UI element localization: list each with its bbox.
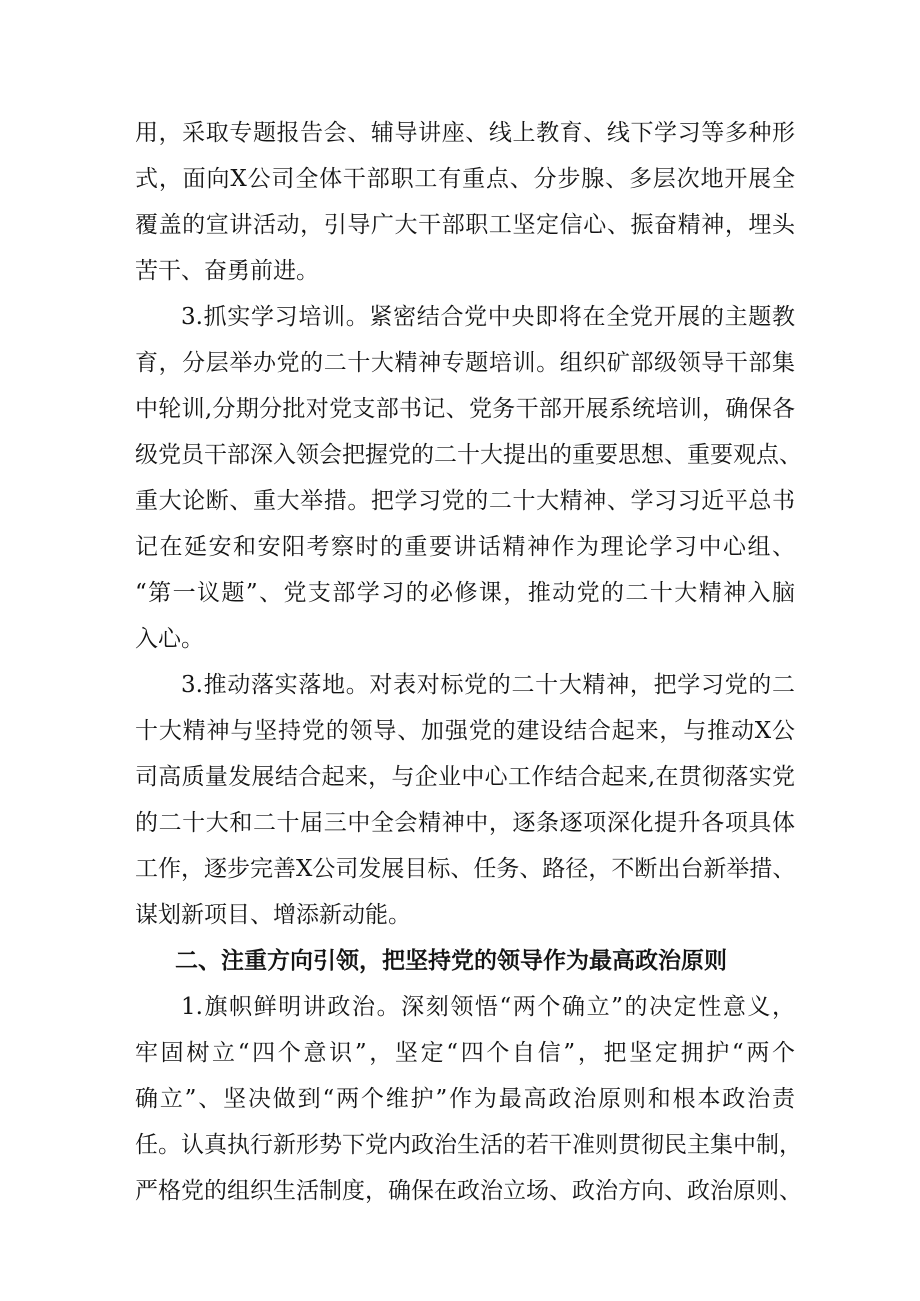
text-line: 覆盖的宣讲活动，引导广大干部职工坚定信心、振奋精神，埋头 (135, 212, 795, 238)
text-line: 十大精神与坚持党的领导、加强党的建设结合起来，与推动X公 (135, 718, 795, 744)
text-line: 的二十大和二十届三中全会精神中，逐条逐项深化提升各项具体 (135, 810, 795, 836)
text-line: 牢固树立“四个意识”，坚定“四个自信”，把坚定拥护“两个 (135, 1040, 795, 1066)
text-line: 记在延安和安阳考察时的重要讲话精神作为理论学习中心组、 (135, 534, 795, 560)
text-line: 任。认真执行新形势下党内政治生活的若干准则贯彻民主集中制， (135, 1132, 802, 1158)
text-line: 司高质量发展结合起来，与企业中心工作结合起来,在贯彻落实党 (135, 764, 795, 790)
text-line: 3.推动落实落地。对表对标党的二十大精神，把学习党的二 (181, 672, 795, 698)
text-line: 重大论断、重大举措。把学习党的二十大精神、学习习近平总书 (135, 488, 795, 514)
text-line: 谋划新项目、增添新动能。 (135, 902, 411, 928)
text-line: 育，分层举办党的二十大精神专题培训。组织矿部级领导干部集 (135, 350, 795, 376)
text-line: 用，采取专题报告会、辅导讲座、线上教育、线下学习等多种形 (135, 120, 795, 146)
text-line: 3.抓实学习培训。紧密结合党中央即将在全党开展的主题教 (181, 304, 795, 330)
text-line: 工作，逐步完善X公司发展目标、任务、路径，不断出台新举措、 (135, 856, 796, 882)
text-line: 式，面向X公司全体干部职工有重点、分步腺、多层次地开展全 (135, 166, 795, 192)
text-line: 入心。 (135, 626, 204, 652)
text-line: 苦干、奋勇前进。 (135, 258, 319, 284)
text-line: 严格党的组织生活制度，确保在政治立场、政治方向、政治原则、 (135, 1178, 802, 1204)
text-line: 1.旗帜鲜明讲政治。深刻领悟“两个确立”的决定性意义， (181, 994, 795, 1020)
section-heading: 二、注重方向引领，把坚持党的领导作为最高政治原则 (175, 948, 727, 974)
text-line: “第一议题”、党支部学习的必修课，推动党的二十大精神入脑 (135, 580, 795, 606)
text-line: 中轮训,分期分批对党支部书记、党务干部开展系统培训，确保各 (135, 396, 795, 422)
text-line: 确立”、坚决做到“两个维护”作为最高政治原则和根本政治责 (135, 1086, 795, 1112)
text-line: 级党员干部深入领会把握党的二十大提出的重要思想、重要观点、 (135, 442, 802, 468)
